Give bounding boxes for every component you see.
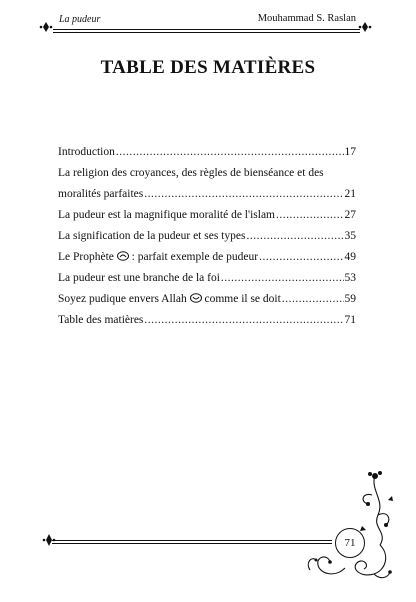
toc-entry-label: La pudeur est la magnifique moralité de l'islam (58, 209, 275, 221)
toc-entry[interactable] (58, 205, 356, 226)
toc-leader-dots (246, 226, 343, 247)
toc-entry-label: Introduction (58, 146, 115, 158)
toc-entry-label (58, 289, 281, 310)
toc-entry-page: 27 (344, 209, 356, 221)
toc-entry-label: Table des matières (58, 314, 144, 326)
glorification-glyph-icon (190, 293, 202, 303)
toc-entry[interactable] (58, 226, 356, 247)
table-of-contents (58, 142, 356, 331)
toc-entry-label: La signification de la pudeur et ses types (58, 230, 246, 242)
ornament-right-icon (358, 21, 372, 33)
salutation-glyph-icon (117, 251, 129, 261)
toc-entry[interactable] (58, 310, 356, 331)
book-title-header: La pudeur (59, 14, 101, 25)
header-rule (53, 29, 360, 33)
footer-rule (52, 540, 332, 544)
toc-leader-dots (144, 310, 343, 331)
toc-entry[interactable] (58, 184, 356, 205)
author-header: Mouhammad S. Raslan (257, 13, 356, 24)
toc-entry[interactable] (58, 247, 356, 268)
page-title: TABLE DES MATIÈRES (100, 57, 316, 78)
toc-entry[interactable] (58, 142, 356, 163)
toc-leader-dots (221, 268, 344, 289)
ornament-left-icon (39, 21, 53, 33)
toc-leader-dots (144, 184, 343, 205)
toc-entry-page: 53 (344, 272, 356, 284)
toc-entry-label: La pudeur est une branche de la foi (58, 272, 220, 284)
toc-entry-page: 35 (344, 230, 356, 242)
toc-entry-page: 17 (344, 146, 356, 158)
toc-entry-label-line1: La religion des croyances, des règles de bienséance et des (58, 167, 324, 179)
toc-entry-label-end: comme il se doit (204, 293, 281, 305)
running-header (45, 12, 366, 38)
toc-entry-page: 71 (344, 314, 356, 326)
toc-entry-label-start: Le Prophète (58, 251, 114, 263)
toc-leader-dots (276, 205, 344, 226)
toc-entry-label-end: : parfait exemple de pudeur (131, 251, 259, 263)
page-number: 71 (335, 528, 365, 558)
toc-entry-page: 21 (344, 188, 356, 200)
toc-entry[interactable] (58, 289, 356, 310)
toc-leader-dots (259, 247, 343, 268)
toc-entry-label-start: Soyez pudique envers Allah (58, 293, 187, 305)
toc-entry-page: 59 (344, 293, 356, 305)
toc-entry-label (58, 247, 258, 268)
toc-entry-label: moralités parfaites (58, 188, 144, 200)
toc-leader-dots (282, 289, 344, 310)
toc-entry[interactable] (58, 268, 356, 289)
toc-leader-dots (116, 142, 344, 163)
toc-entry-page: 49 (344, 251, 356, 263)
